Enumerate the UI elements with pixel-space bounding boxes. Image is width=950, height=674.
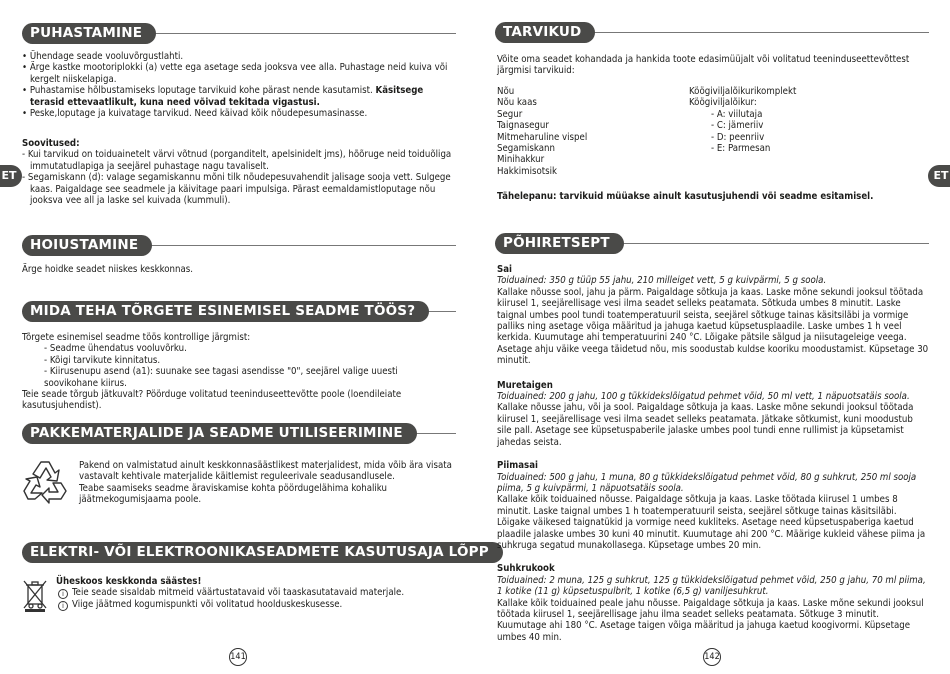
cleaning-tips <box>22 138 454 206</box>
tips-title: Soovitused: <box>22 138 80 149</box>
info-icon: i <box>58 589 68 599</box>
bullet-item: • Ühendage seade vooluvõrgustlahti. <box>22 51 184 62</box>
heading-cleaning: PUHASTAMINE <box>22 23 156 44</box>
heading-storage: HOIUSTAMINE <box>22 235 152 256</box>
page-number: 142 <box>703 648 721 666</box>
trouble-item: - Kõigi tarvikute kinnitatus. <box>44 354 161 366</box>
accessory-subitem: - C: jämeriiv <box>711 120 764 132</box>
recipes <box>497 264 929 643</box>
accessory-item: Segur <box>497 108 523 120</box>
accessory-item: Köögiviljalõikurikomplekt <box>689 86 797 97</box>
recipe-text: Kallake nõusse jahu, või ja sool. Paigaldage sõtkuja ja kaas. Laske mõne sekundi jooksul töötada kiirusel 1, seejärellisage vesi ilma seadet selleks peatamata. Jätkake sõtkumist, kuni moodustub sile pall. Asetage see küpsetuspaberile jalaske umbes pool tundi enne rullimist ja küpsetamist jahedas seista. <box>497 402 914 448</box>
bullet-item: • Ärge kastke mootoriplokki (a) vette ega asetage seda jooksva vee alla. Puhastage neid kuiva või kergelt niiskelapiga. <box>22 62 448 85</box>
recipe-ingredients: Toiduained: 200 g jahu, 100 g tükkidekslõigatud pehmet võid, 50 ml vett, 1 näpuotsatäis soola. <box>497 391 910 403</box>
trouble-item: - Seadme ühendatus vooluvõrku. <box>44 343 187 355</box>
trouble-intro: Tõrgete esinemisel seadme töös kontrollige järgmist: <box>22 332 251 343</box>
cleaning-bullets <box>22 51 454 119</box>
recipe-title: Suhkrukook <box>497 563 555 575</box>
recipe-ingredients: Toiduained: 500 g jahu, 1 muna, 80 g tükkidekslõigatud pehmet võid, 80 g suhkrut, 250 ml sooja piima, 5 g kuivpärmi, 1 näpuotsatäis soola. <box>497 471 917 494</box>
info-icon: i <box>58 601 68 611</box>
recipe-title: Sai <box>497 264 512 275</box>
right-page <box>475 0 950 674</box>
recipe-ingredients: Toiduained: 350 g tüüp 55 jahu, 210 milleiget vett, 5 g kuivpärmi, 5 g soola. <box>497 275 827 287</box>
accessory-subitem: - E: Parmesan <box>711 143 771 155</box>
trouble-text <box>22 332 454 412</box>
ewaste-line: i Viige jäätmed kogumispunkti või volitatud hoolduskeskusesse. <box>56 599 456 611</box>
trouble-item: - Kiirusenupu asend (a1): suunake see tagasi asendisse "0", seejärel valige uuesti soovikohane kiirus. <box>44 366 398 389</box>
accessory-item: Taignasegur <box>497 120 549 132</box>
recipe <box>497 460 929 551</box>
accessory-item: Segamiskann <box>497 143 555 155</box>
ewaste-text <box>56 576 456 611</box>
recipe-title: Muretaigen <box>497 379 553 391</box>
recipe <box>497 380 929 448</box>
accessory-item: Mitmeharuline vispel <box>497 131 588 143</box>
recipe-text: Kallake nõusse sool, jahu ja pärm. Paigaldage sõtkuja ja kaas. Laske mõne sekundi jooksul töötada kiirusel 1, seejärellisage vesi ilma seadet selleks peatamata. Sõtkuda umbes 8 minutit. Laske taignal umbes pool tundi toatemperatuuril seista, seejärel sõtkuge tainas käsitsiläbi ja vormige palliks ning asetage võiga määritud ja jahuga kaetud küpsetusplaadile. Laske umbes 1 h veel kerkida. Kuumutage ahi temperatuurini 240 °C. Lõigake pätsile sälgud ja niisutageleige veega. Asetage ahju väike veega täidetud nõu, mis soodustab kuldse kooriku moodustamist. Küpsetage 30 minutit. <box>497 286 929 367</box>
accessories-intro: Võite oma seadet kohandada ja hankida toote edasimüüjalt või volitatud teeninduseettevõttest järgmisi tarvikuid: <box>497 54 910 77</box>
trouble-outro: Teie seade tõrgub jätkuvalt? Pöörduge volitatud teeninduseettevõtte poole (loendileiate kasutusjuhendist). <box>22 389 402 412</box>
heading-recipes: PÕHIRETSEPT <box>495 233 624 254</box>
heading-ewaste: ELEKTRI- VÕI ELEKTROONIKASEADMETE KASUTUSAJA LÕPP <box>22 542 503 563</box>
accessory-subitem: - A: viilutaja <box>711 108 763 120</box>
packaging-line: Teabe saamiseks seadme äraviskamise kohta pöördugelähima kohaliku jäätmekogumisjaama poole. <box>79 482 387 506</box>
crossed-bin-icon <box>22 578 48 612</box>
accessories-list <box>497 86 587 177</box>
accessory-item: Nõu kaas <box>497 97 537 109</box>
accessory-item: Nõu <box>497 86 515 97</box>
ewaste-line: i Teie seade sisaldab mitmeid väärtustatavaid või taaskasutatavaid materjale. <box>56 587 456 599</box>
language-tab: ET <box>0 165 22 187</box>
heading-packaging: PAKKEMATERJALIDE JA SEADME UTILISEERIMINE <box>22 423 417 444</box>
recipe-title: Piimasai <box>497 460 538 472</box>
recycle-icon <box>22 456 72 504</box>
accessories-note: Tähelepanu: tarvikuid müüakse ainult kasutusjuhendi või seadme esitamisel. <box>497 191 874 202</box>
packaging-line: Pakend on valmistatud ainult keskkonnasäästlikest materjalidest, mida võib ära visata vastavalt kehtivale materjalide käitlemist reguleerivale seadusandlusele. <box>79 460 452 483</box>
accessories-list-2 <box>689 86 796 154</box>
heading-trouble: MIDA TEHA TÕRGETE ESINEMISEL SEADME TÖÖS? <box>22 301 429 322</box>
page-number: 141 <box>229 648 247 666</box>
recipe-text: Kallake kõik toiduained peale jahu nõusse. Paigaldage sõtkuja ja kaas. Laske mõne sekundi jooksul töötada kiirusel 1, seejärellisage jahu ilma seadet selleks peatamata. Sõtkuge 3 minutit. Kuumutage ahi 180 °C. Asetage taigen võiga määritud ja jahuga kaetud koogivormi. Küpsetage umbes 40 min. <box>497 597 924 643</box>
bullet-item: • Puhastamise hõlbustamiseks loputage tarvikuid kohe pärast nende kasutamist. Käsitsege terasid ettevaatlikult, kuna need võivad tekitada vigastusi. <box>22 85 424 108</box>
bullet-item: • Peske,loputage ja kuivatage tarvikud. Need käivad kõik nõudepesumasinasse. <box>22 108 368 120</box>
accessory-item: Hakkimisotsik <box>497 165 558 177</box>
accessory-item: Köögiviljalõikur: <box>689 97 757 109</box>
language-tab: ET <box>928 165 950 187</box>
heading-accessories: TARVIKUD <box>495 22 595 43</box>
accessory-subitem: - D: peenriiv <box>711 131 765 143</box>
storage-text: Ärge hoidke seadet niiskes keskkonnas. <box>22 264 194 275</box>
recipe <box>497 264 929 367</box>
recipe-ingredients: Toiduained: 2 muna, 125 g suhkrut, 125 g tükkidekslõigatud pehmet võid, 250 g jahu, 70 ml piima, 1 kotike (11 g) küpsetuspulbrit, 1 kotike (6,5 g) vaniljesuhkrut. <box>497 574 926 598</box>
tip-item: - Kui tarvikud on toiduainetelt värvi võtnud (porganditelt, apelsinidelt jms), hõõruge neid toiduõliga immutatudlapiga ja seejärel puhastage nagu tavaliselt. <box>22 149 452 172</box>
recipe <box>497 563 929 643</box>
tip-item: - Segamiskann (d): valage segamiskannu mõni tilk nõudepesuvahendit jalisage sooja vett. Sulgege kaas. Paigaldage see seadmele ja käivitage paari impulsiga. Pärast eemaldamistloputage nõu jooksva vee all ja laske sel kuivada (kummuli). <box>22 172 451 207</box>
recipe-text: Kallake kõik toiduained nõusse. Paigaldage sõtkuja ja kaas. Laske töötada kiirusel 1 umbes 8 minutit. Laske taignal umbes 1 h toatemperatuuril seista, seejärel sõtkuge tainas käsitsiläbi. Lõigake väikesed taignatükid ja vormige need kukliteks. Asetage need küpsetuspaberiga kaetud plaadile jalaske umbes 30 kuni 40 minutit. Kuumutage ahi 200 °C. Määrige kukleid vähese piima ja suhkruga segatud munakollasega. Küpsetage umbes 20 min. <box>497 494 926 551</box>
accessory-item: Minihakkur <box>497 154 545 166</box>
packaging-text <box>79 460 457 506</box>
ewaste-title: Üheskoos keskkonda säästes! <box>56 576 202 587</box>
